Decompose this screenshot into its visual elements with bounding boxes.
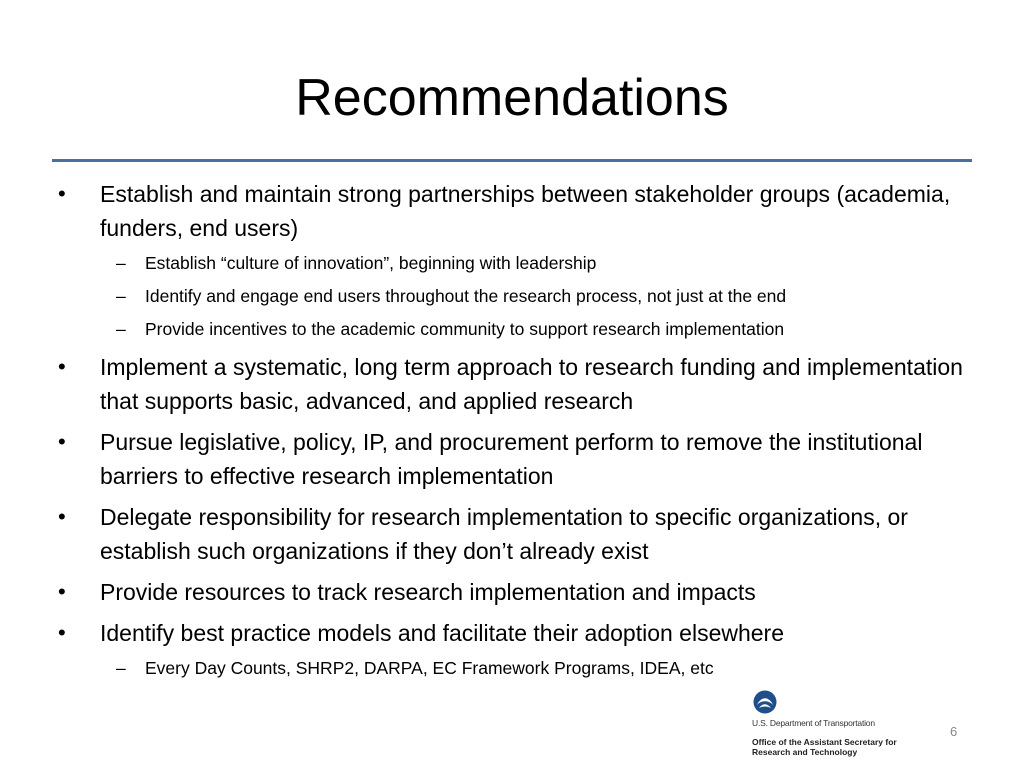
bullet-text: Identify best practice models and facilitate their adoption elsewhere bbox=[100, 620, 785, 646]
bullet-text: Pursue legislative, policy, IP, and procurement perform to remove the institutional barriers to effective research implementation bbox=[100, 429, 923, 489]
bullet-item bbox=[58, 177, 978, 245]
bullet-marker: • bbox=[58, 354, 66, 379]
bullet-item bbox=[58, 350, 978, 418]
dot-logo bbox=[752, 690, 922, 760]
bullet-text: Establish and maintain strong partnerships between stakeholder groups (academia, funders, end users) bbox=[100, 181, 951, 241]
sub-bullet-item bbox=[58, 251, 978, 275]
bullet-marker: • bbox=[58, 504, 66, 529]
bullet-list bbox=[58, 177, 978, 689]
dot-seal-icon bbox=[753, 690, 777, 714]
bullet-item bbox=[58, 575, 978, 609]
sub-bullet-text: Every Day Counts, SHRP2, DARPA, EC Framework Programs, IDEA, etc bbox=[145, 658, 714, 678]
sub-bullet-marker: – bbox=[116, 286, 126, 306]
sub-bullet-marker: – bbox=[116, 319, 126, 339]
bullet-text: Implement a systematic, long term approach to research funding and implementation that supports basic, advanced, and applied research bbox=[100, 354, 963, 414]
sub-bullet-text: Provide incentives to the academic community to support research implementation bbox=[145, 319, 785, 339]
page-number: 6 bbox=[950, 724, 958, 739]
sub-bullet-item bbox=[58, 656, 978, 680]
bullet-marker: • bbox=[58, 579, 66, 604]
sub-bullet-item bbox=[58, 317, 978, 341]
bullet-marker: • bbox=[58, 429, 66, 454]
bullet-item bbox=[58, 425, 978, 493]
department-name: U.S. Department of Transportation bbox=[752, 718, 875, 728]
sub-bullet-item bbox=[58, 284, 978, 308]
sub-bullet-text: Identify and engage end users throughout the research process, not just at the end bbox=[145, 286, 787, 306]
sub-bullet-marker: – bbox=[116, 658, 126, 678]
bullet-marker: • bbox=[58, 620, 66, 645]
bullet-marker: • bbox=[58, 181, 66, 206]
office-name bbox=[752, 737, 922, 757]
sub-bullet-marker: – bbox=[116, 253, 126, 273]
bullet-item bbox=[58, 500, 978, 568]
sub-bullet-text: Establish “culture of innovation”, beginning with leadership bbox=[145, 253, 597, 273]
office-line-1: Office of the Assistant Secretary for bbox=[752, 737, 897, 747]
title-divider bbox=[52, 159, 972, 162]
office-line-2: Research and Technology bbox=[752, 747, 858, 757]
slide-title: Recommendations bbox=[295, 69, 729, 127]
bullet-item bbox=[58, 616, 978, 650]
bullet-text: Provide resources to track research implementation and impacts bbox=[100, 579, 756, 605]
bullet-text: Delegate responsibility for research implementation to specific organizations, or establish such organizations if they don’t already exist bbox=[100, 504, 908, 564]
